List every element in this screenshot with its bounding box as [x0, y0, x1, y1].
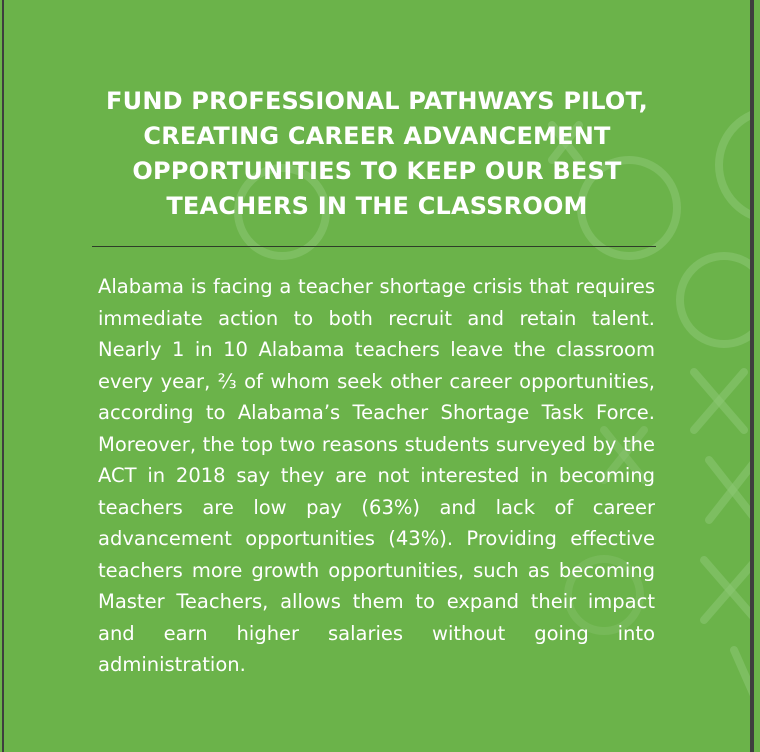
content-panel [2, 0, 754, 752]
body-paragraph: Alabama is facing a teacher shortage crisis that requires immediate action to both recruit and retain talent. Nearly 1 in 10 Alabama teachers leave the classroom every year, ⅔ of whom seek other career opportunities, according to Alabama’s Teacher Shortage Task Force. Moreover, the top two reasons students surveyed by the ACT in 2018 say they are not interested in becoming teachers are low pay (63%) and lack of career advancement opportunities (43%). Providing effective teachers more growth opportunities, such as becoming Master Teachers, allows them to expand their impact and earn higher salaries without going into administration. [98, 275, 655, 676]
page-title: FUND PROFESSIONAL PATHWAYS PILOT, CREATING CAREER ADVANCEMENT OPPORTUNITIES TO KEEP OUR BEST TEACHERS IN THE CLASSROOM [106, 87, 648, 220]
title-divider [92, 246, 656, 247]
